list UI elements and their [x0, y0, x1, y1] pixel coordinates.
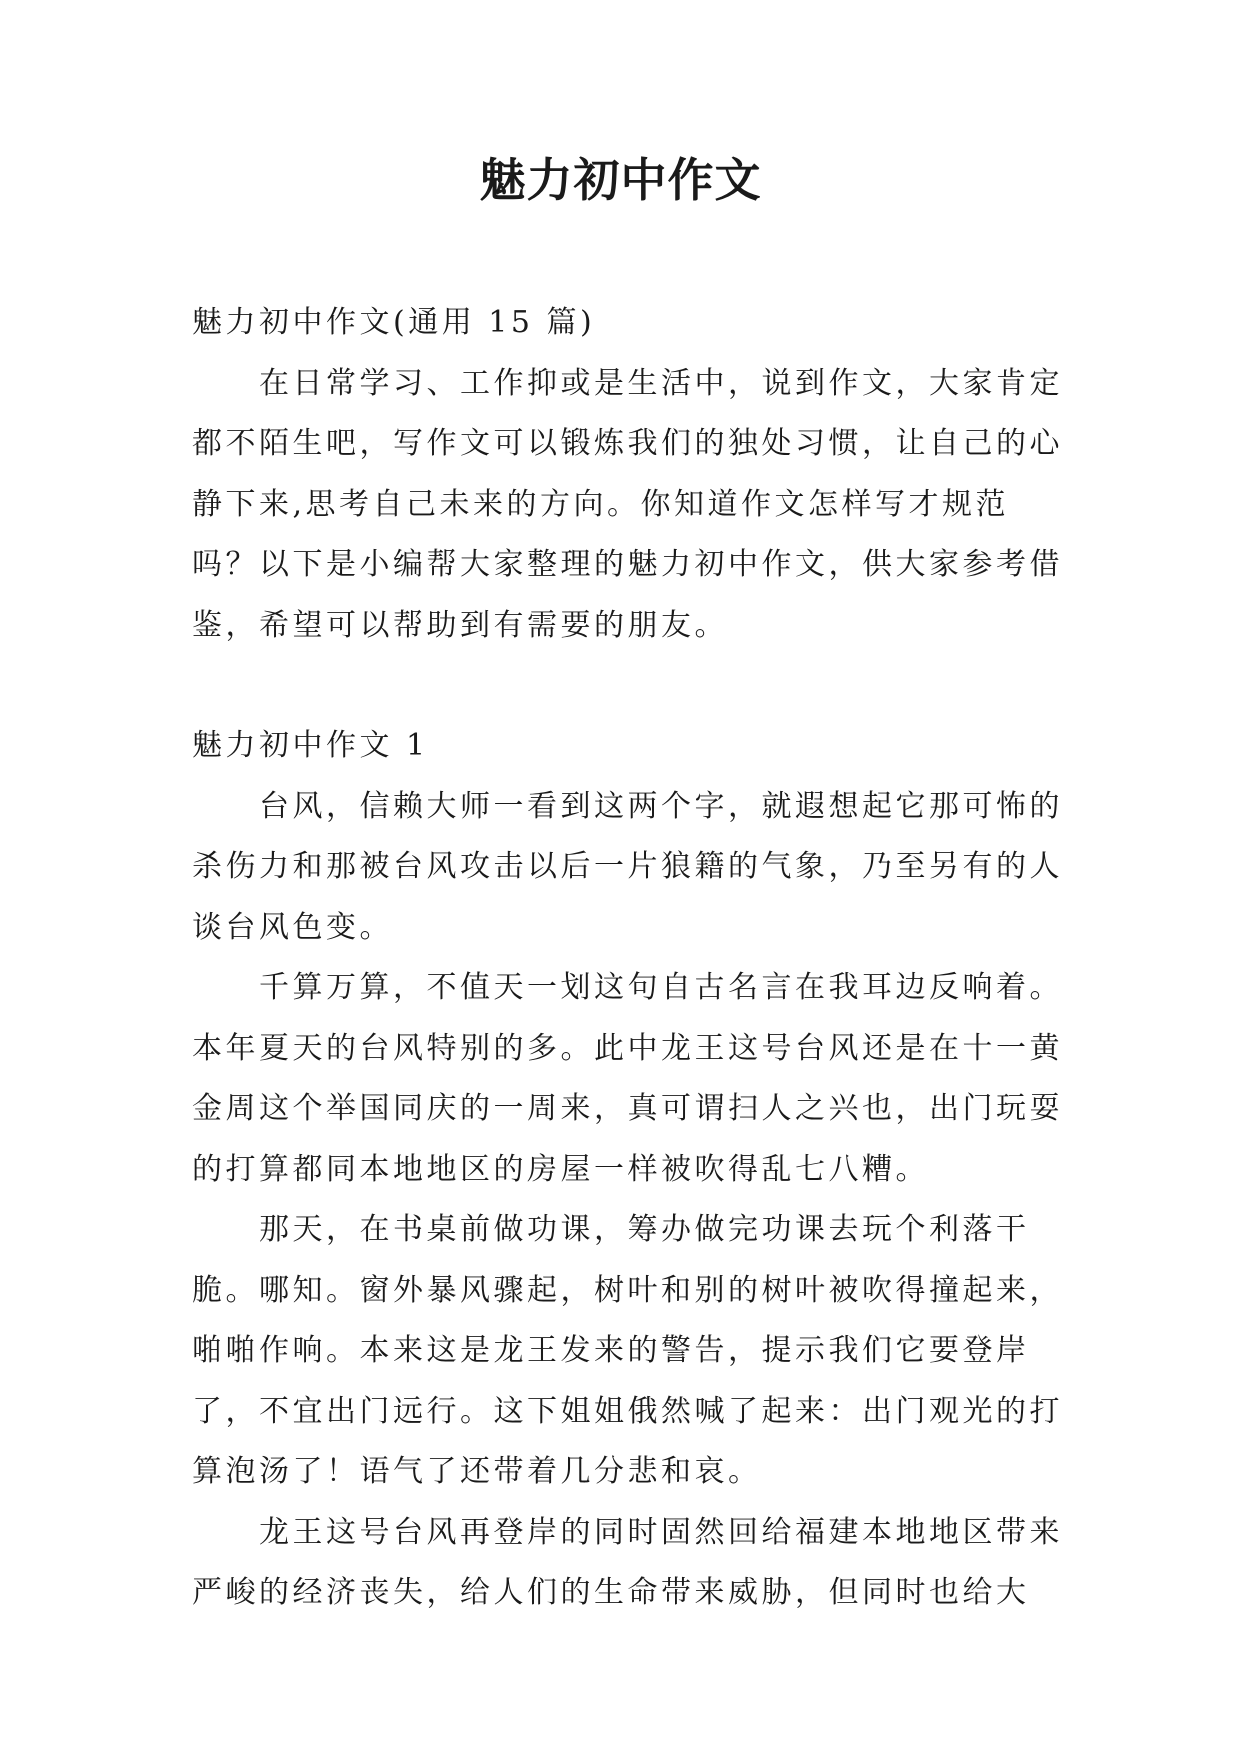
essay-heading: 魅力初中作文 1	[192, 728, 429, 763]
intro-paragraph: 在日常学习、工作抑或是生活中，说到作文，大家肯定都不陌生吧，写作文可以锻炼我们的独处习惯，让自己的心静下来,思考自己未来的方向。你知道作文怎样写才规范吗？以下是小编帮大家整理的魅力初中作文，供大家参考借鉴，希望可以帮助到有需要的朋友。	[192, 365, 1063, 643]
essay-paragraph: 龙王这号台风再登岸的同时固然回给福建本地地区带来严峻的经济丧失，给人们的生命带来威胁，但同时也给大	[192, 1514, 1063, 1610]
document-body	[192, 293, 1072, 1624]
essay-paragraph: 千算万算，不值天一划这句自古名言在我耳边反响着。本年夏天的台风特别的多。此中龙王这号台风还是在十一黄金周这个举国同庆的一周来，真可谓扫人之兴也，出门玩耍的打算都同本地地区的房屋一样被吹得乱七八糟。	[192, 970, 1063, 1187]
document-title: 魅力初中作文	[479, 153, 762, 207]
essay-paragraph: 台风，信赖大师一看到这两个字，就遐想起它那可怖的杀伤力和那被台风攻击以后一片狼籍的气象，乃至另有的人谈台风色变。	[192, 788, 1063, 945]
essay-paragraph: 那天，在书桌前做功课，筹办做完功课去玩个利落干脆。哪知。窗外暴风骤起，树叶和别的树叶被吹得撞起来，啪啪作响。本来这是龙王发来的警告，提示我们它要登岸了，不宜出门远行。这下姐姐俄然喊了起来：出门观光的打算泡汤了！语气了还带着几分悲和哀。	[192, 1212, 1063, 1489]
document-subtitle: 魅力初中作文(通用 15 篇)	[192, 305, 596, 340]
